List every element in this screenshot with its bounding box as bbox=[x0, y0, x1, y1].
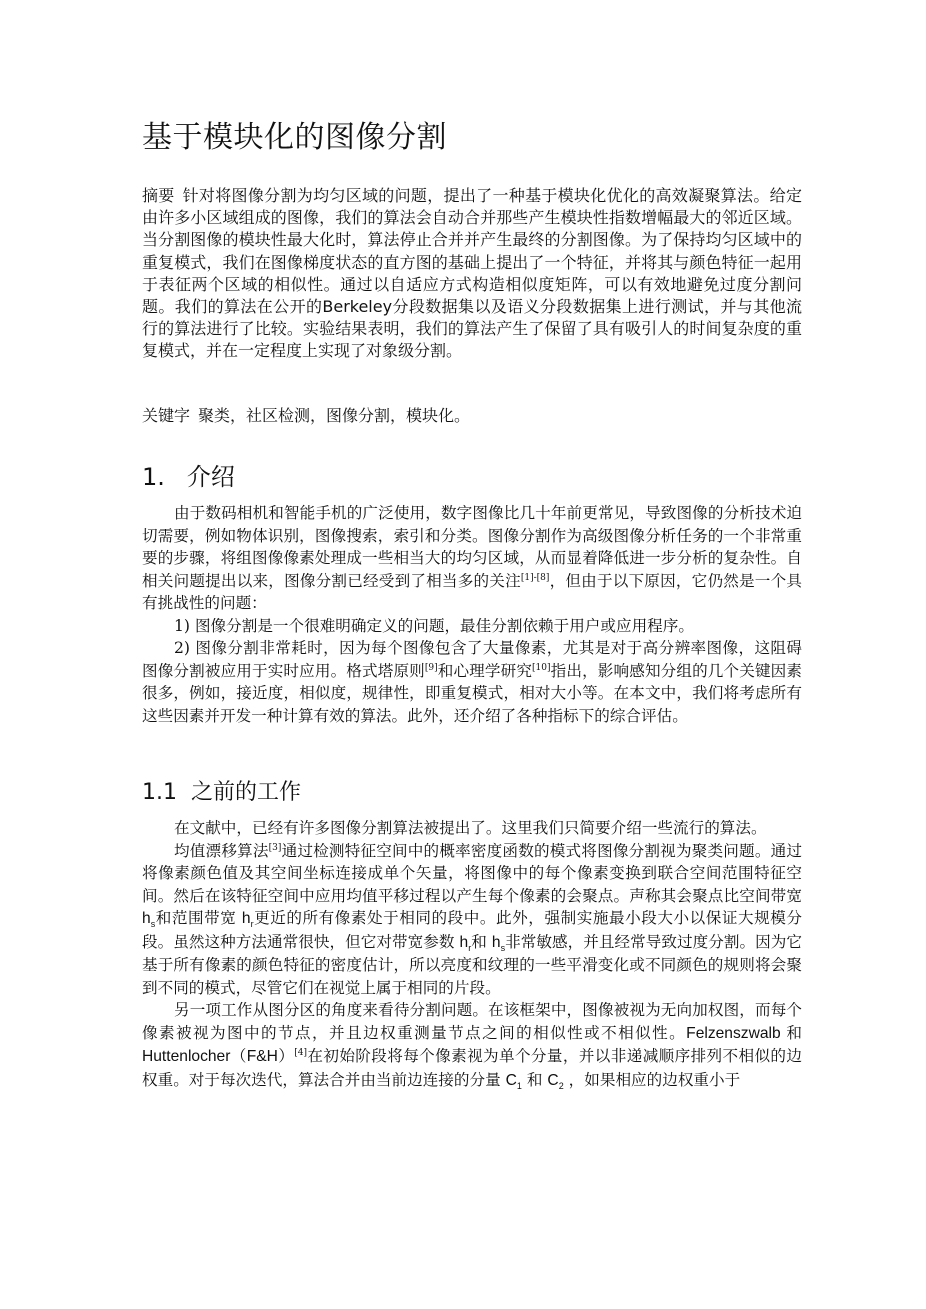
paragraph bbox=[142, 840, 802, 1000]
text-run: 1) 图像分割是一个很难明确定义的问题，最佳分割依赖于用户或应用程序。 bbox=[174, 616, 694, 635]
math-subscript: 1 bbox=[516, 1080, 522, 1091]
keywords-label: 关键字 bbox=[142, 406, 191, 425]
math-var: h bbox=[241, 910, 251, 927]
text-run: 和 bbox=[521, 1070, 548, 1089]
text-run: 在初始阶段将每个像素视为单个分量，并以非递减顺序排列不相似的边权重。对于每次迭代，算法合并由当前边连接的分量 bbox=[142, 1047, 802, 1089]
paragraph bbox=[142, 502, 802, 615]
prior-work-body bbox=[142, 817, 802, 1092]
math-symbol bbox=[142, 910, 156, 930]
keywords bbox=[142, 405, 470, 427]
text-run: ，如果相应的边权重小于 bbox=[563, 1070, 741, 1089]
math-subscript: r bbox=[250, 919, 254, 930]
citation: [10] bbox=[532, 662, 551, 673]
text-run: 均值漂移算法 bbox=[174, 841, 269, 860]
citation: [9] bbox=[424, 662, 438, 673]
text-run: 由于数码相机和智能手机的广泛使用，数字图像比几十年前更常见，导致图像的分析技术迫切需要，例如物体识别，图像搜索，索引和分类。图像分割作为高级图像分析任务的一个非常重要的步骤，将组图像像素处理成一些相当大的均匀区域，从而显着降低进一步分析的复杂性。自相关问题提出以来，图像分割已经受到了相当多的关注 bbox=[142, 504, 802, 590]
text-run: 和心理学研究 bbox=[437, 661, 533, 680]
intro-body bbox=[142, 502, 802, 727]
citation: [3] bbox=[268, 842, 282, 853]
text-run: 和范围带宽 bbox=[155, 909, 242, 927]
section-heading-prior-work bbox=[142, 778, 301, 808]
text-run: 非常敏感，并且经常导致过度分割。因为它基于所有像素的颜色特征的密度估计，所以亮度和纹理的一些平滑变化或不同颜色的规则将会聚到不同的模式，尽管它们在视觉上属于相同的片段。 bbox=[142, 932, 802, 997]
keywords-text: 聚类，社区检测，图像分割，模块化。 bbox=[198, 406, 471, 425]
text-run: 通过检测特征空间中的概率密度函数的模式将图像分割视为聚类问题。通过将像素颜色值及其空间坐标连接成单个矢量，将图像中的每个像素变换到联合空间范围特征空间。然后在该特征空间中应用均值平移过程以产生每个像素的会聚点。声称其会聚点比空间带宽 bbox=[142, 841, 802, 905]
text-run: ，但由于以下原因，它仍然是一个具有挑战性的问题： bbox=[142, 571, 802, 612]
text-run: 另一项工作从图分区的角度来看待分割问题。在该框架中，图像被视为无向加权图，而每个像素被视为图中的节点，并且边权重测量节点之间的相似性或不相似性。 bbox=[142, 1001, 802, 1042]
math-symbol bbox=[241, 910, 254, 930]
section-number: 1.1 bbox=[142, 780, 177, 805]
citation: [4] bbox=[294, 1047, 308, 1058]
paragraph bbox=[142, 817, 802, 840]
section-title: 介绍 bbox=[186, 463, 235, 491]
citation: [1]-[8] bbox=[520, 572, 550, 583]
abstract-text: 针对将图像分割为均匀区域的问题，提出了一种基于模块化优化的高效凝聚算法。给定由许多小区域组成的图像，我们的算法会自动合并那些产生模块性指数增幅最大的邻近区域。当分割图像的模块性最大化时，算法停止合并并产生最终的分割图像。为了保持均匀区域中的重复模式，我们在图像梯度状态的直方图的基础上提出了一个特征，并将其与颜色特征一起用于表征两个区域的相似性。通过以自适应方式构造相似度矩阵，可以有效地避免过度分割问题。我们的算法在公开的Berkeley分段数据集以及语义分段数据集上进行测试，并与其他流行的算法进行了比较。实验结果表明，我们的算法产生了保留了具有吸引人的时间复杂度的重复模式，并在一定程度上实现了对象级分割。 bbox=[142, 186, 802, 361]
text-run: 更近的所有像素处于相同的段中。此外，强制实施最小段大小以保证大规模分段。虽然这种方法通常很快，但它对带宽参数 bbox=[142, 909, 802, 951]
author-names: Felzenszwalb 和 Huttenlocher（F&H） bbox=[142, 1024, 802, 1065]
math-var: C bbox=[505, 1071, 517, 1089]
math-subscript: s bbox=[150, 919, 156, 930]
paragraph bbox=[142, 615, 802, 638]
math-symbol bbox=[492, 934, 505, 951]
paper-title: 基于模块化的图像分割 bbox=[142, 120, 447, 155]
section-heading-intro bbox=[142, 461, 235, 493]
paragraph bbox=[142, 637, 802, 727]
text-run: 和 bbox=[471, 932, 492, 951]
abstract bbox=[142, 185, 802, 363]
math-var: h bbox=[459, 933, 469, 951]
math-symbol bbox=[506, 1072, 522, 1089]
math-symbol bbox=[547, 1072, 563, 1089]
math-subscript: r bbox=[468, 942, 472, 953]
text-run: 指出，影响感知分组的几个关键因素很多，例如，接近度，相似度，规律性，即重复模式，相对大小等。在本文中，我们将考虑所有这些因素并开发一种计算有效的算法。此外，还介绍了各种指标下的综合评估。 bbox=[142, 661, 802, 725]
math-var: h bbox=[491, 933, 501, 951]
text-run: 2) 图像分割非常耗时，因为每个图像包含了大量像素，尤其是对于高分辨率图像，这阻碍图像分割被应用于实时应用。格式塔原则 bbox=[142, 639, 802, 680]
math-symbol bbox=[460, 934, 472, 951]
math-var: C bbox=[547, 1071, 559, 1089]
math-subscript: 2 bbox=[558, 1080, 564, 1091]
abstract-label: 摘要 bbox=[142, 186, 175, 205]
text-run: 在文献中，已经有许多图像分割算法被提出了。这里我们只简要介绍一些流行的算法。 bbox=[174, 819, 767, 837]
paragraph bbox=[142, 999, 802, 1092]
math-subscript: s bbox=[500, 942, 506, 953]
section-number: 1. bbox=[142, 463, 165, 491]
section-title: 之前的工作 bbox=[191, 780, 302, 805]
math-var: h bbox=[142, 910, 151, 927]
